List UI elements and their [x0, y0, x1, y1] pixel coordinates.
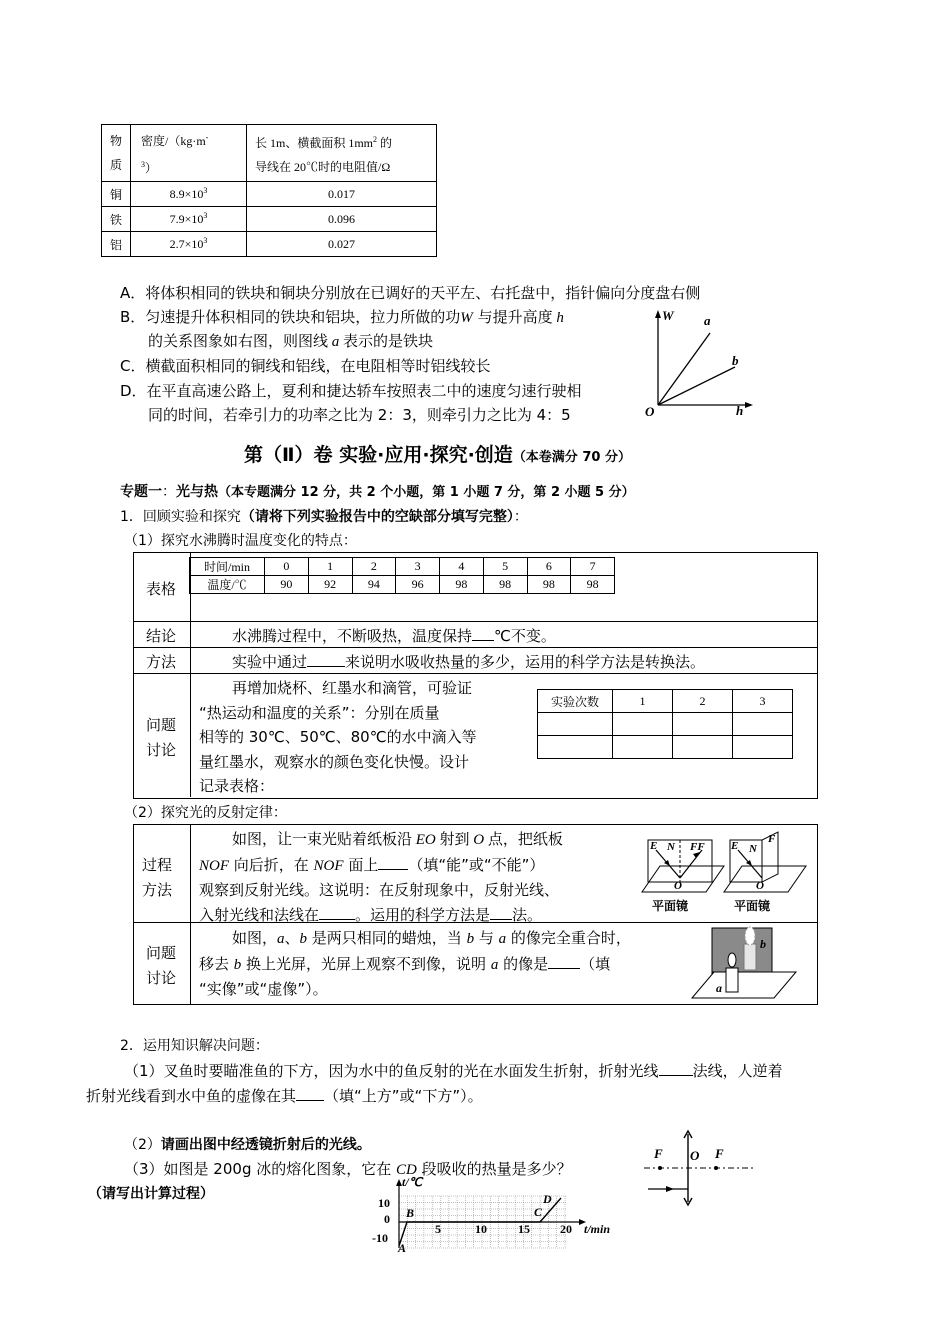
option-b-line2: 的关系图象如右图，则图线 a 表示的是铁块	[148, 332, 434, 350]
focus-left-label: F	[654, 1146, 663, 1161]
svg-text:F: F	[768, 833, 776, 845]
option-d-line2: 同的时间，若牵引力的功率之比为 2：3，则牵引力之比为 4：5	[148, 406, 571, 424]
svg-text:N: N	[749, 843, 757, 855]
plane-blank[interactable]	[319, 905, 355, 920]
point-a-label: A	[398, 1241, 407, 1254]
x-tick-label: 10	[475, 1222, 487, 1236]
line-b	[658, 367, 735, 405]
svg-text:E: E	[650, 840, 658, 852]
resistance-cell: 0.096	[247, 207, 437, 232]
svg-text:a: a	[716, 981, 722, 995]
x-axis-label: t/min	[584, 1222, 611, 1236]
origin-label: O	[645, 404, 655, 419]
option-b-line1: B．匀速提升体积相同的铁块和铝块，拉力所做的功W 与提升高度 h	[120, 308, 564, 326]
material-cell: 铜	[102, 182, 131, 207]
q1-sub2: （2）探究光的反射定律：	[124, 805, 287, 821]
work-height-graph	[640, 305, 760, 420]
boiling-data-table	[189, 557, 615, 594]
focus-right-label: F	[715, 1146, 724, 1161]
q1-title: 1．回顾实验和探究（请将下列实验报告中的空缺部分填写完整）：	[120, 509, 528, 525]
method-blank[interactable]	[307, 652, 345, 667]
discuss-text: 再增加烧杯、红墨水和滴管，可验证 “热运动和温度的关系”：分别在质量 相等的 30℃、50℃、80℃的水中滴入等 量红墨水，观察水的颜色变化快慢。设计 记录表格：	[199, 679, 477, 795]
method-label: 方法	[146, 653, 177, 671]
point-c-label: C	[534, 1205, 543, 1219]
y-tick-label: 0	[384, 1212, 390, 1226]
temperature-blank[interactable]	[472, 626, 494, 641]
y-tick-label: 10	[378, 1196, 390, 1210]
line-a	[658, 333, 710, 405]
density-cell: $8.9\times 10^3$	[131, 182, 247, 207]
exp-header: 实验次数	[538, 690, 613, 713]
x-tick-label: 20	[560, 1222, 572, 1236]
method-text: 实验中通过 来说明水吸收热量的多少，运用的科学方法是转换法。	[232, 653, 706, 671]
q2-part2: （2）请画出图中经透镜折射后的光线。	[124, 1137, 371, 1153]
svg-text:O: O	[674, 880, 682, 892]
table-row	[102, 182, 437, 207]
reflection-figure-flat	[642, 840, 724, 913]
process-text: 如图，让一束光贴着纸板沿 EO 射到 O 点，把纸板 NOF 向后折，在 NOF 面上 （填“能”或“不能”） 观察到反射光线。这说明：在反射现象中，反射光线、 入射光线和法线在 。运用的科学方法是 法。	[199, 830, 563, 924]
point-d-label: D	[543, 1192, 552, 1206]
q2-title: 2．运用知识解决问题：	[120, 1038, 269, 1054]
x-label: h	[736, 403, 744, 418]
x-tick-label: 15	[518, 1222, 530, 1236]
svg-text:O: O	[756, 880, 764, 892]
density-cell: $7.9\times 10^3$	[131, 207, 247, 232]
q1-sub1: （1）探究水沸腾时温度变化的特点：	[124, 533, 357, 549]
header-density: 密度/（kg·m- $^3$）	[131, 125, 247, 182]
conclusion-label: 结论	[146, 627, 177, 645]
option-c: C．横截面积相同的铜线和铝线，在电阻相等时铝线较长	[120, 357, 491, 375]
svg-text:b: b	[760, 937, 766, 951]
table-label: 表格	[146, 580, 177, 598]
option-a: A．将体积相同的铁块和铜块分别放在已调好的天平左、右托盘中，指针偏向分度盘右侧	[120, 284, 701, 302]
header-resistance: 长 1m、横截面积 $1mm^2$ 的 导线在 20℃时的电阻值/Ω	[247, 125, 437, 182]
q2-part3: （3）如图是 200g 冰的熔化图象，它在 CD 段吸收的热量是多少？	[124, 1160, 572, 1178]
optical-center-label: O	[690, 1148, 700, 1163]
svg-text:平面镜: 平面镜	[652, 899, 689, 913]
svg-text:E: E	[731, 840, 739, 852]
process-label: 过程 方法	[142, 856, 173, 899]
svg-text:FF: FF	[690, 841, 705, 853]
melting-chart	[366, 1176, 628, 1254]
discussion-text: 如图，a、b 是两只相同的蜡烛，当 b 与 a 的像完全重合时， 移去 b 换上光屏，光屏上观察不到像，说明 a 的像是 （填 “实像”或“虚像”）。	[199, 929, 631, 998]
resistance-cell: 0.017	[247, 182, 437, 207]
image-type-blank[interactable]	[548, 954, 580, 969]
conclusion-text: 水沸腾过程中，不断吸热，温度保持 ℃不变。	[232, 627, 556, 645]
topic1-heading: 专题一：光与热（本专题满分 12 分，共 2 个小题，第 1 小题 7 分，第 2 小题 5 分）	[120, 484, 635, 500]
refraction-blank[interactable]	[659, 1061, 693, 1076]
q2-part1-line2: 折射光线看到水中鱼的虚像在其 （填“上方”或“下方”）。	[86, 1087, 483, 1105]
y-axis-label: t/℃	[402, 1176, 423, 1189]
can-see-blank[interactable]	[378, 855, 408, 870]
q2-part1-line1: （1）叉鱼时要瞄准鱼的下方，因为水中的鱼反射的光在水面发生折射，折射光线 法线，人逆着	[124, 1062, 783, 1080]
time-header: 时间/min	[190, 558, 265, 576]
experiment-record-table[interactable]: 实验次数 1 2 3	[537, 689, 793, 759]
lens-diagram	[642, 1128, 757, 1208]
material-cell: 铁	[102, 207, 131, 232]
temp-header: 温度/℃	[190, 576, 265, 594]
density-cell: $2.7\times 10^3$	[131, 232, 247, 257]
table-row	[102, 207, 437, 232]
header-material: 物 质	[102, 125, 131, 182]
y-tick-label: -10	[372, 1231, 388, 1245]
svg-text:平面镜: 平面镜	[734, 899, 771, 913]
svg-text:N: N	[667, 841, 675, 853]
line-a-label: a	[704, 313, 711, 328]
method-name-blank[interactable]	[490, 905, 512, 920]
resistance-cell: 0.027	[247, 232, 437, 257]
density-table	[101, 124, 437, 257]
section-title: 第（Ⅱ）卷 实验·应用·探究·创造（本卷满分 70 分）	[244, 444, 631, 466]
time-row: 时间/min 0 1 2 3 4 5 6 7	[190, 558, 615, 576]
line-b-label: b	[732, 353, 739, 368]
table-row	[102, 232, 437, 257]
option-d-line1: D．在平直高速公路上，夏利和捷达轿车按照表二中的速度匀速行驶相	[120, 382, 582, 400]
candle-figure	[690, 926, 800, 1002]
reflection-figures	[638, 830, 810, 916]
material-cell: 铝	[102, 232, 131, 257]
reflection-figure-folded	[724, 832, 806, 913]
temp-row: 温度/℃ 90 92 94 96 98 98 98 98	[190, 576, 615, 594]
position-blank[interactable]	[296, 1086, 324, 1101]
q2-part3-note: （请写出计算过程）	[88, 1186, 214, 1202]
point-b-label: B	[406, 1206, 415, 1220]
y-label: W	[662, 308, 674, 323]
discussion-label: 问题 讨论	[146, 944, 177, 987]
x-tick-label: 5	[435, 1222, 441, 1236]
discuss-label: 问题 讨论	[146, 716, 177, 759]
